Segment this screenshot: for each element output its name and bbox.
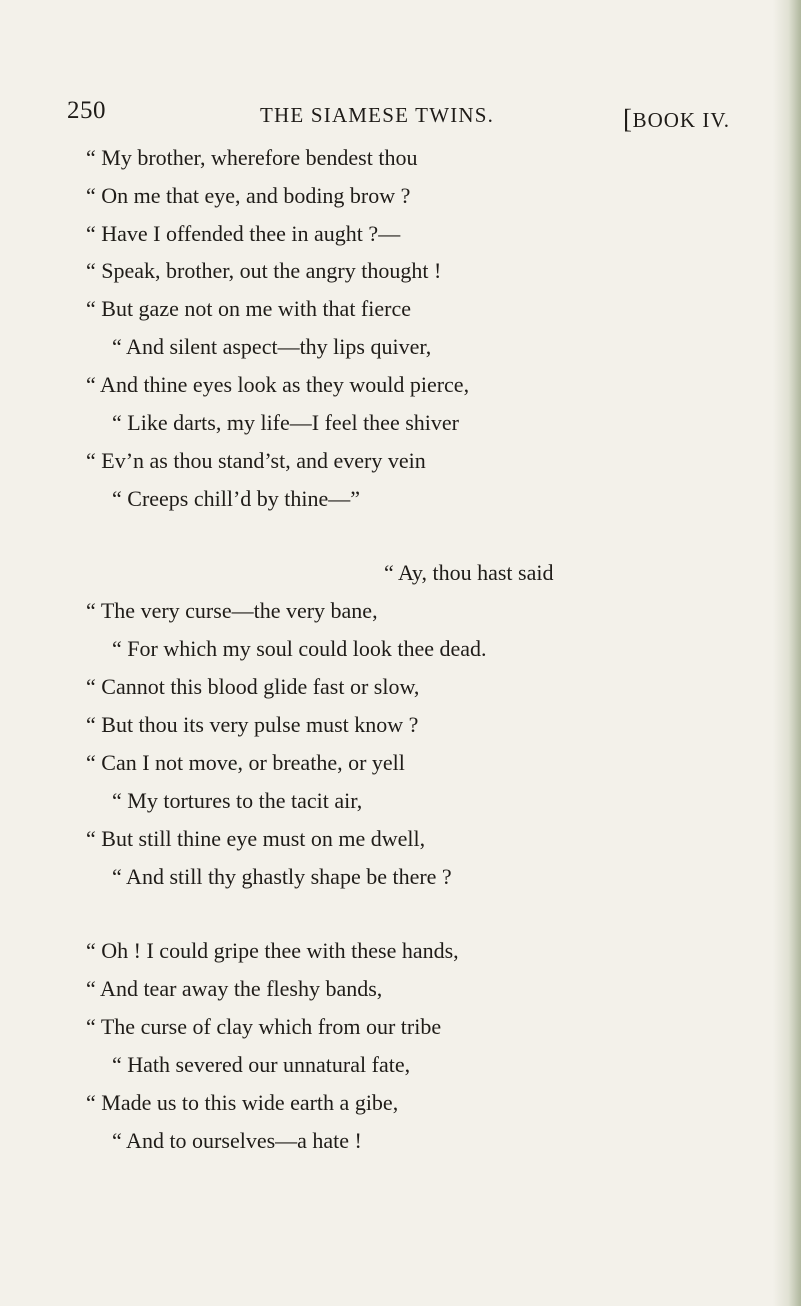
poem-line: “ On me that eye, and boding brow ?: [86, 183, 411, 208]
poem-line: “ But gaze not on me with that fierce: [86, 296, 411, 321]
page-number: 250: [67, 97, 106, 124]
poem-line: “ Can I not move, or breathe, or yell: [86, 750, 405, 775]
poem-line: “ And still thy ghastly shape be there ?: [112, 864, 452, 889]
poem-line: “ For which my soul could look thee dead.: [112, 636, 487, 661]
section-bracket: [: [623, 104, 633, 134]
poem-line: “ Cannot this blood glide fast or slow,: [86, 674, 420, 699]
poem-line: “ Have I offended thee in aught ?—: [86, 221, 401, 246]
poem-line: “ Ay, thou hast said: [384, 560, 554, 585]
poem-line: “ My brother, wherefore bendest thou: [86, 145, 418, 170]
poem-line: “ Oh ! I could gripe thee with these hands,: [86, 938, 459, 963]
poem-line: “ And to ourselves—a hate !: [112, 1128, 362, 1153]
poem-line: “ Like darts, my life—I feel thee shiver: [112, 410, 459, 435]
poem-line: “ Made us to this wide earth a gibe,: [86, 1090, 399, 1115]
poem-line: “ But still thine eye must on me dwell,: [86, 826, 426, 851]
running-title: THE SIAMESE TWINS.: [260, 103, 495, 127]
section-label-text: BOOK IV.: [632, 108, 731, 132]
poem-line: “ And tear away the fleshy bands,: [86, 976, 383, 1001]
poem-line: “ Ev’n as thou stand’st, and every vein: [86, 448, 426, 473]
poem-line: “ The very curse—the very bane,: [86, 598, 378, 623]
poem-line: “ The curse of clay which from our tribe: [86, 1014, 442, 1039]
poem-line: “ Creeps chill’d by thine—”: [112, 486, 361, 511]
page-edge-shading: [773, 0, 801, 1306]
poem-line: “ My tortures to the tacit air,: [112, 788, 363, 813]
running-header: [0, 97, 801, 137]
section-label: [623, 103, 730, 134]
poem-line: “ Speak, brother, out the angry thought !: [86, 258, 442, 283]
poem-line: “ And silent aspect—thy lips quiver,: [112, 334, 432, 359]
poem-line: “ And thine eyes look as they would pierce,: [86, 372, 470, 397]
poem-line: “ Hath severed our unnatural fate,: [112, 1052, 411, 1077]
poem-line: “ But thou its very pulse must know ?: [86, 712, 419, 737]
